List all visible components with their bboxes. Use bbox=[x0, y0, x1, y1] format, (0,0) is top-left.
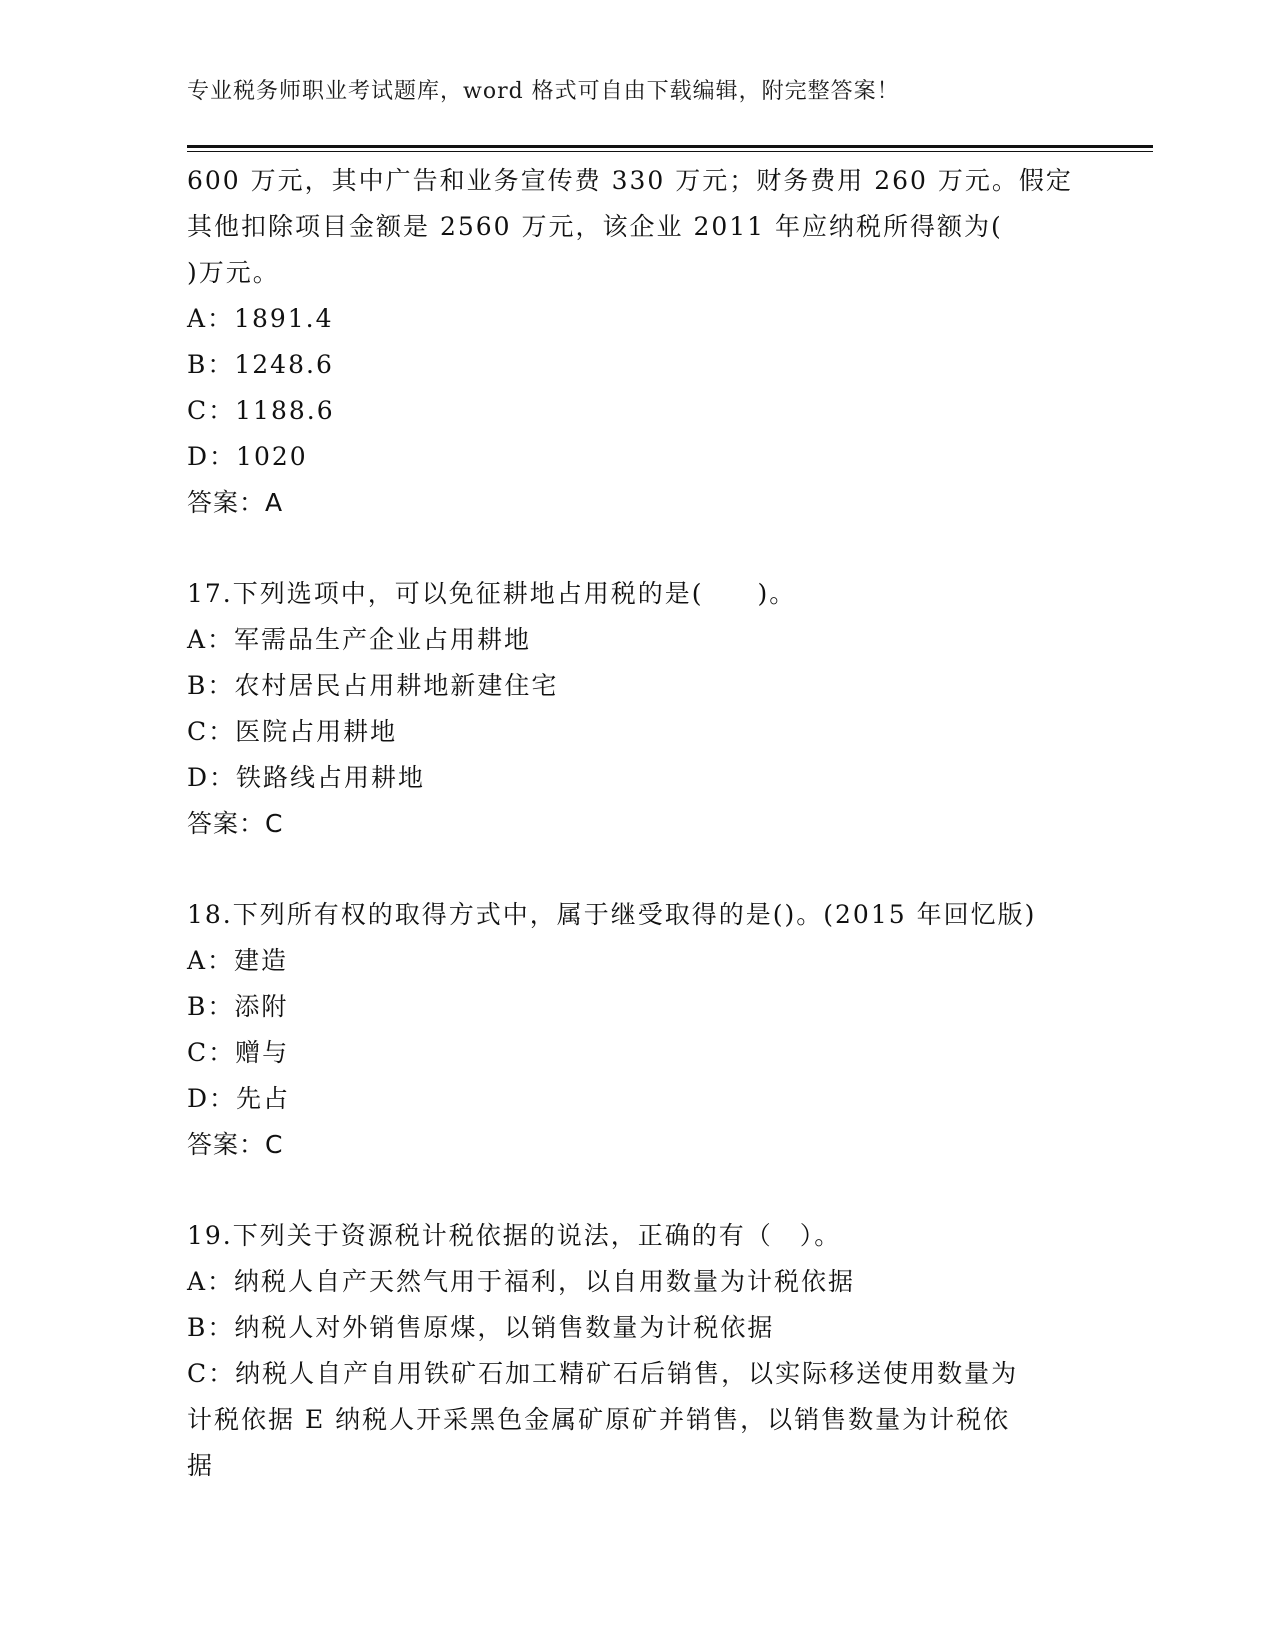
question-stem-line: )万元。 bbox=[187, 258, 280, 287]
option-c-line: C：纳税人自产自用铁矿石加工精矿石后销售，以实际移送使用数量为 bbox=[187, 1359, 1019, 1388]
answer-line: 答案：C bbox=[187, 809, 284, 838]
question-stem-line: 其他扣除项目金额是 2560 万元，该企业 2011 年应纳税所得额为( bbox=[187, 212, 1003, 241]
option-c: C：1188.6 bbox=[187, 396, 335, 425]
question-19 bbox=[187, 1213, 1087, 1489]
option-c: C：赠与 bbox=[187, 1038, 290, 1067]
question-18 bbox=[187, 892, 1087, 1168]
option-d: D：先占 bbox=[187, 1084, 291, 1113]
question-17 bbox=[187, 571, 1087, 847]
question-content bbox=[187, 158, 1087, 1489]
option-a: A：1891.4 bbox=[187, 304, 334, 333]
option-d: D：1020 bbox=[187, 442, 308, 471]
header-rule-thin bbox=[187, 151, 1153, 152]
option-c-line: 计税依据 E 纳税人开采黑色金属矿原矿并销售，以销售数量为计税依 bbox=[187, 1405, 1011, 1434]
option-a: A：纳税人自产天然气用于福利，以自用数量为计税依据 bbox=[187, 1267, 856, 1296]
option-d: D：铁路线占用耕地 bbox=[187, 763, 426, 792]
option-b: B：1248.6 bbox=[187, 350, 334, 379]
option-a: A：建造 bbox=[187, 946, 289, 975]
question-stem: 18.下列所有权的取得方式中，属于继受取得的是()。(2015 年回忆版) bbox=[187, 900, 1037, 929]
answer-line: 答案：A bbox=[187, 488, 284, 517]
option-b: B：纳税人对外销售原煤，以销售数量为计税依据 bbox=[187, 1313, 775, 1342]
option-c: C：医院占用耕地 bbox=[187, 717, 398, 746]
option-a: A：军需品生产企业占用耕地 bbox=[187, 625, 532, 654]
spacer bbox=[187, 847, 1087, 892]
question-stem: 17.下列选项中，可以免征耕地占用税的是( )。 bbox=[187, 579, 797, 608]
spacer bbox=[187, 526, 1087, 571]
option-b: B：添附 bbox=[187, 992, 289, 1021]
question-16 bbox=[187, 158, 1087, 526]
header-note: 专业税务师职业考试题库，word 格式可自由下载编辑，附完整答案！ bbox=[187, 79, 900, 104]
option-b: B：农村居民占用耕地新建住宅 bbox=[187, 671, 559, 700]
spacer bbox=[187, 1168, 1087, 1213]
header-rule-thick bbox=[187, 145, 1153, 148]
question-stem: 19.下列关于资源税计税依据的说法，正确的有（ ）。 bbox=[187, 1221, 842, 1250]
answer-line: 答案：C bbox=[187, 1130, 284, 1159]
option-c-line: 据 bbox=[187, 1451, 215, 1480]
question-stem-line: 600 万元，其中广告和业务宣传费 330 万元；财务费用 260 万元。假定 bbox=[187, 166, 1073, 195]
